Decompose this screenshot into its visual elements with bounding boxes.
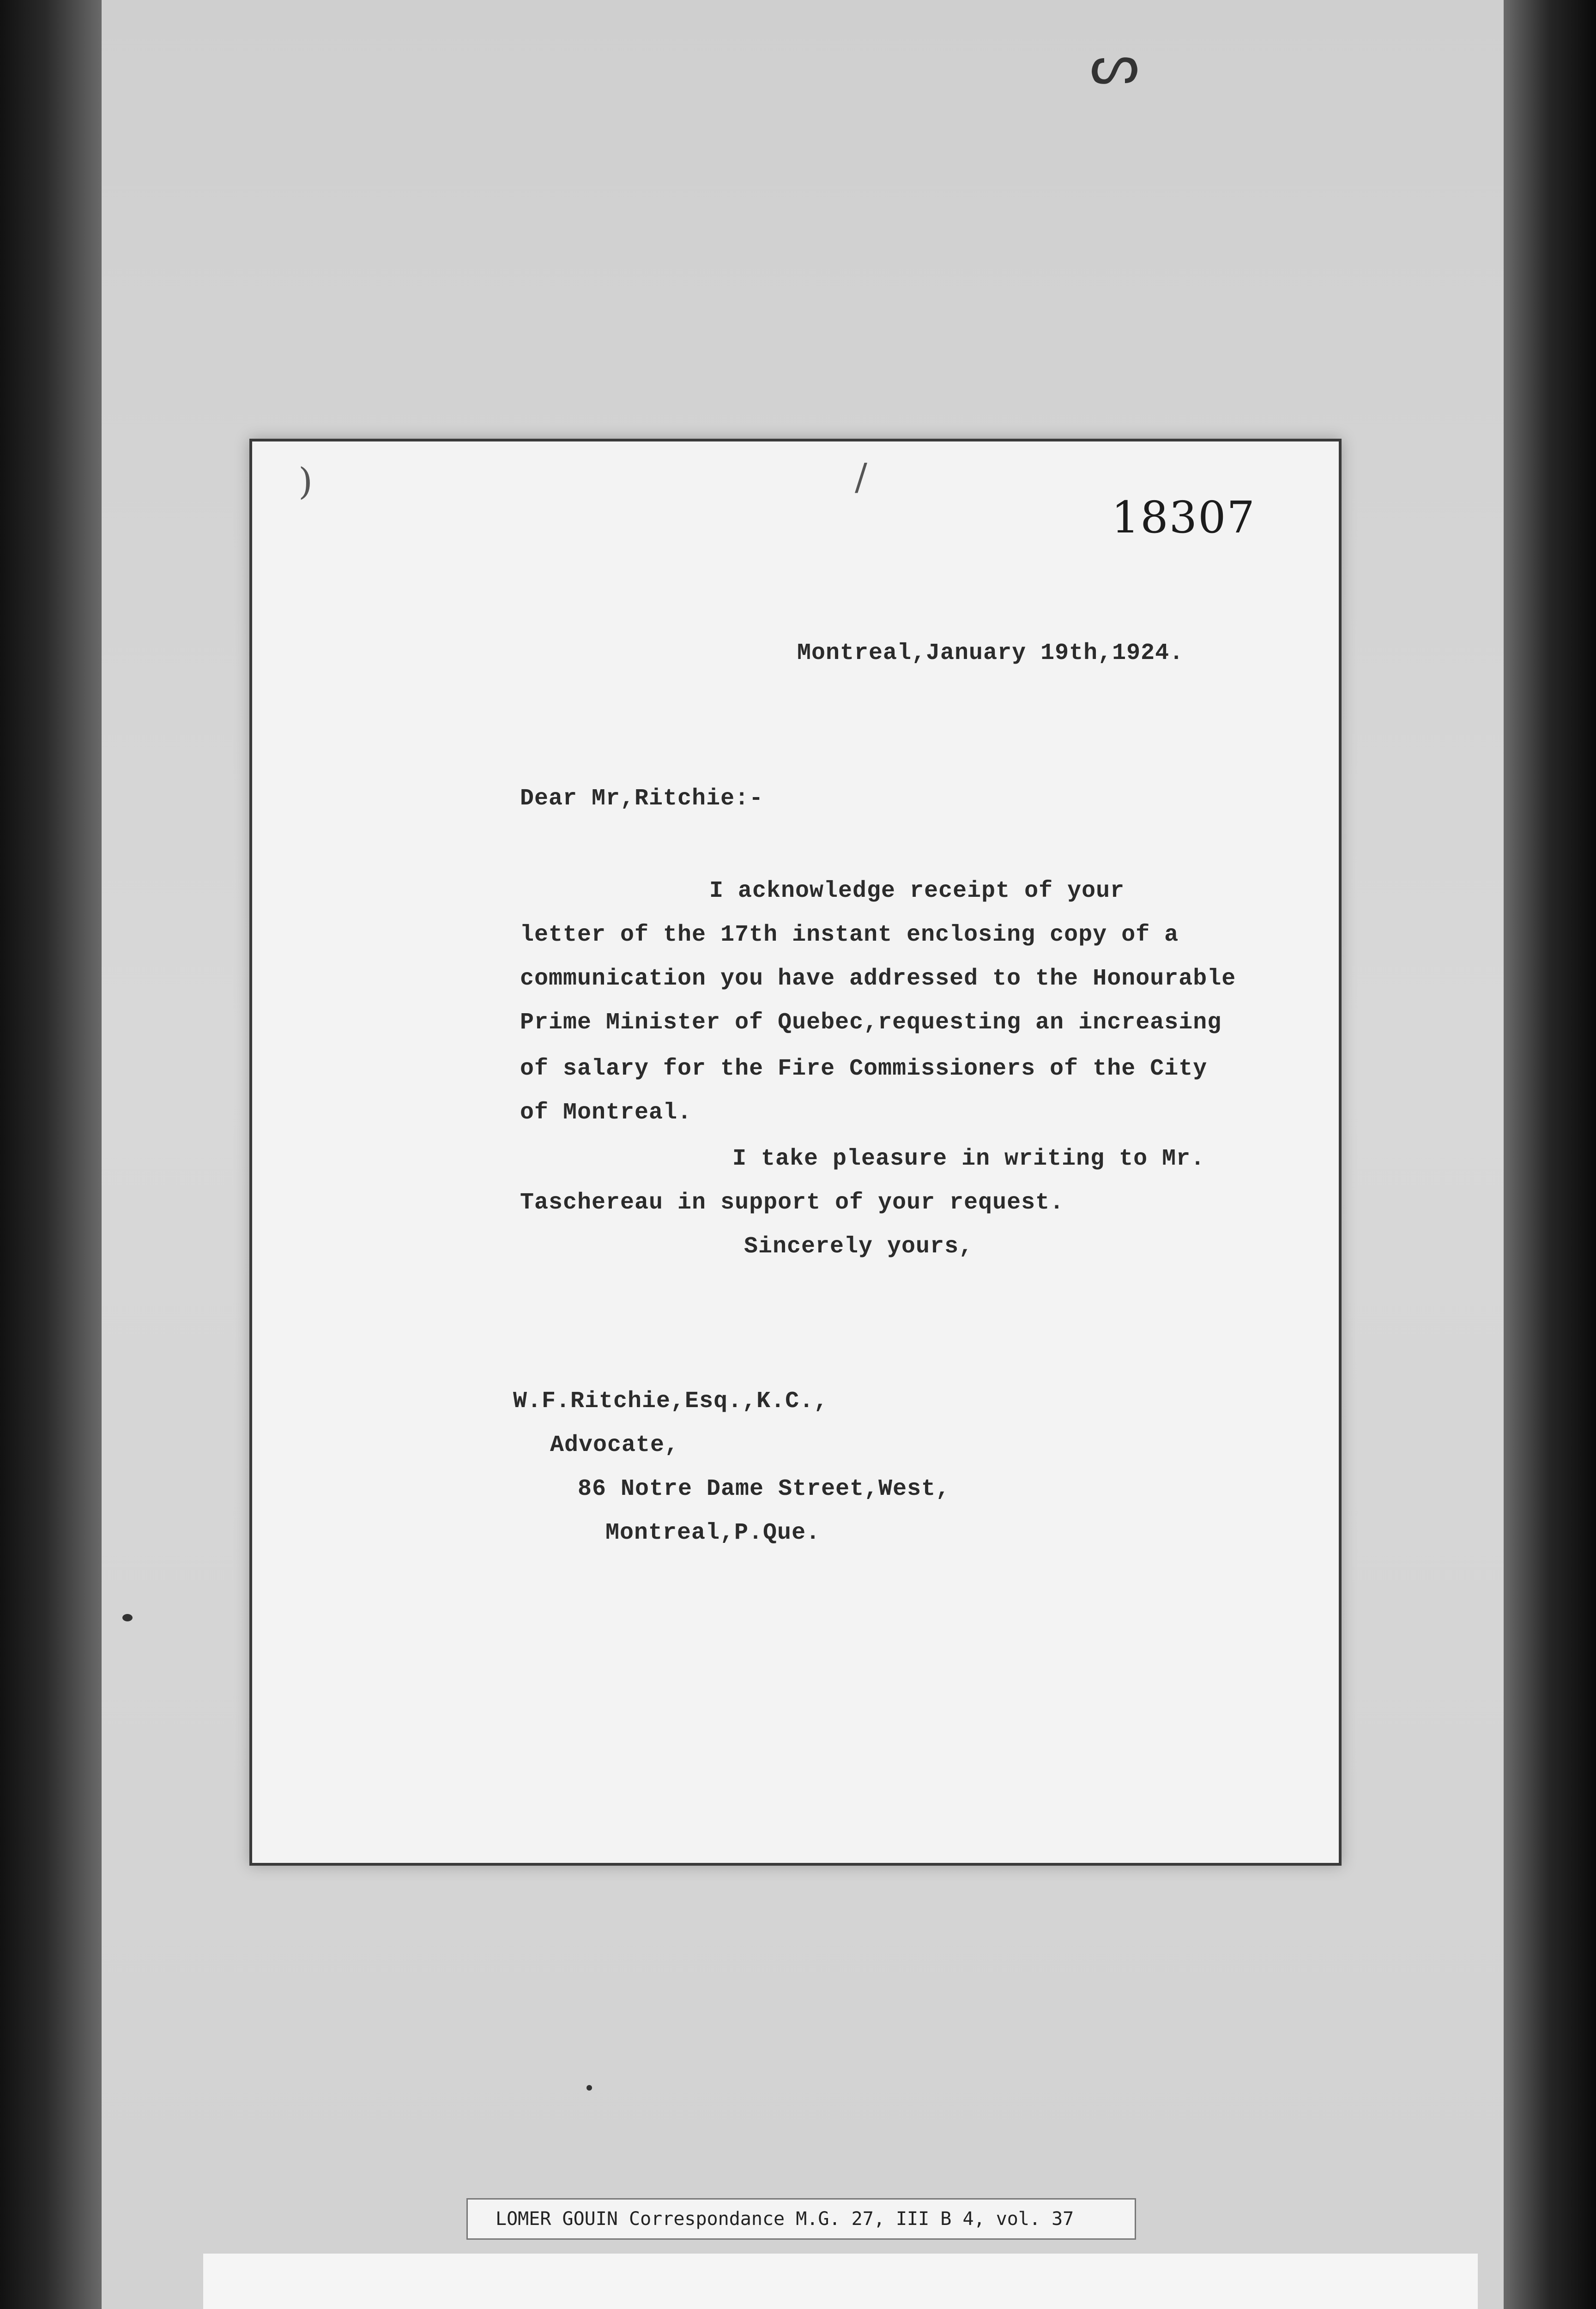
sheet-mark: / [855,455,867,498]
address-line: Montreal,P.Que. [605,1520,821,1546]
archive-stamp [203,2254,1478,2309]
body-line: I take pleasure in writing to Mr. [732,1146,1205,1172]
dust-speck [586,2085,592,2091]
address-line: Advocate, [550,1432,679,1458]
dust-speck [122,1614,133,1621]
body-line: letter of the 17th instant enclosing copy of a [520,922,1179,948]
archive-reference-label [466,2198,1136,2240]
document-number: 18307 [1111,492,1256,543]
film-edge-right [1504,0,1596,2309]
handwritten-mark: ᔕ [1090,32,1139,97]
sheet-mark: ) [298,460,313,503]
address-line: W.F.Ritchie,Esq.,K.C., [513,1388,828,1414]
body-line: of salary for the Fire Commissioners of the City [520,1056,1208,1082]
date-line: Montreal,January 19th,1924. [797,640,1184,666]
body-line: of Montreal. [520,1100,692,1126]
closing: Sincerely yours, [744,1233,973,1260]
archive-reference: LOMER GOUIN Correspondance M.G. 27, III B 4, vol. 37 [496,2208,1074,2230]
body-line: communication you have addressed to the Honourable [520,966,1236,992]
salutation: Dear Mr,Ritchie:- [520,786,764,812]
film-edge-left [0,0,102,2309]
address-line: 86 Notre Dame Street,West, [578,1476,950,1502]
body-line: I acknowledge receipt of your [709,878,1125,904]
body-line: Taschereau in support of your request. [520,1190,1064,1216]
letter-sheet [249,439,1342,1866]
body-line: Prime Minister of Quebec,requesting an increasing [520,1009,1222,1036]
